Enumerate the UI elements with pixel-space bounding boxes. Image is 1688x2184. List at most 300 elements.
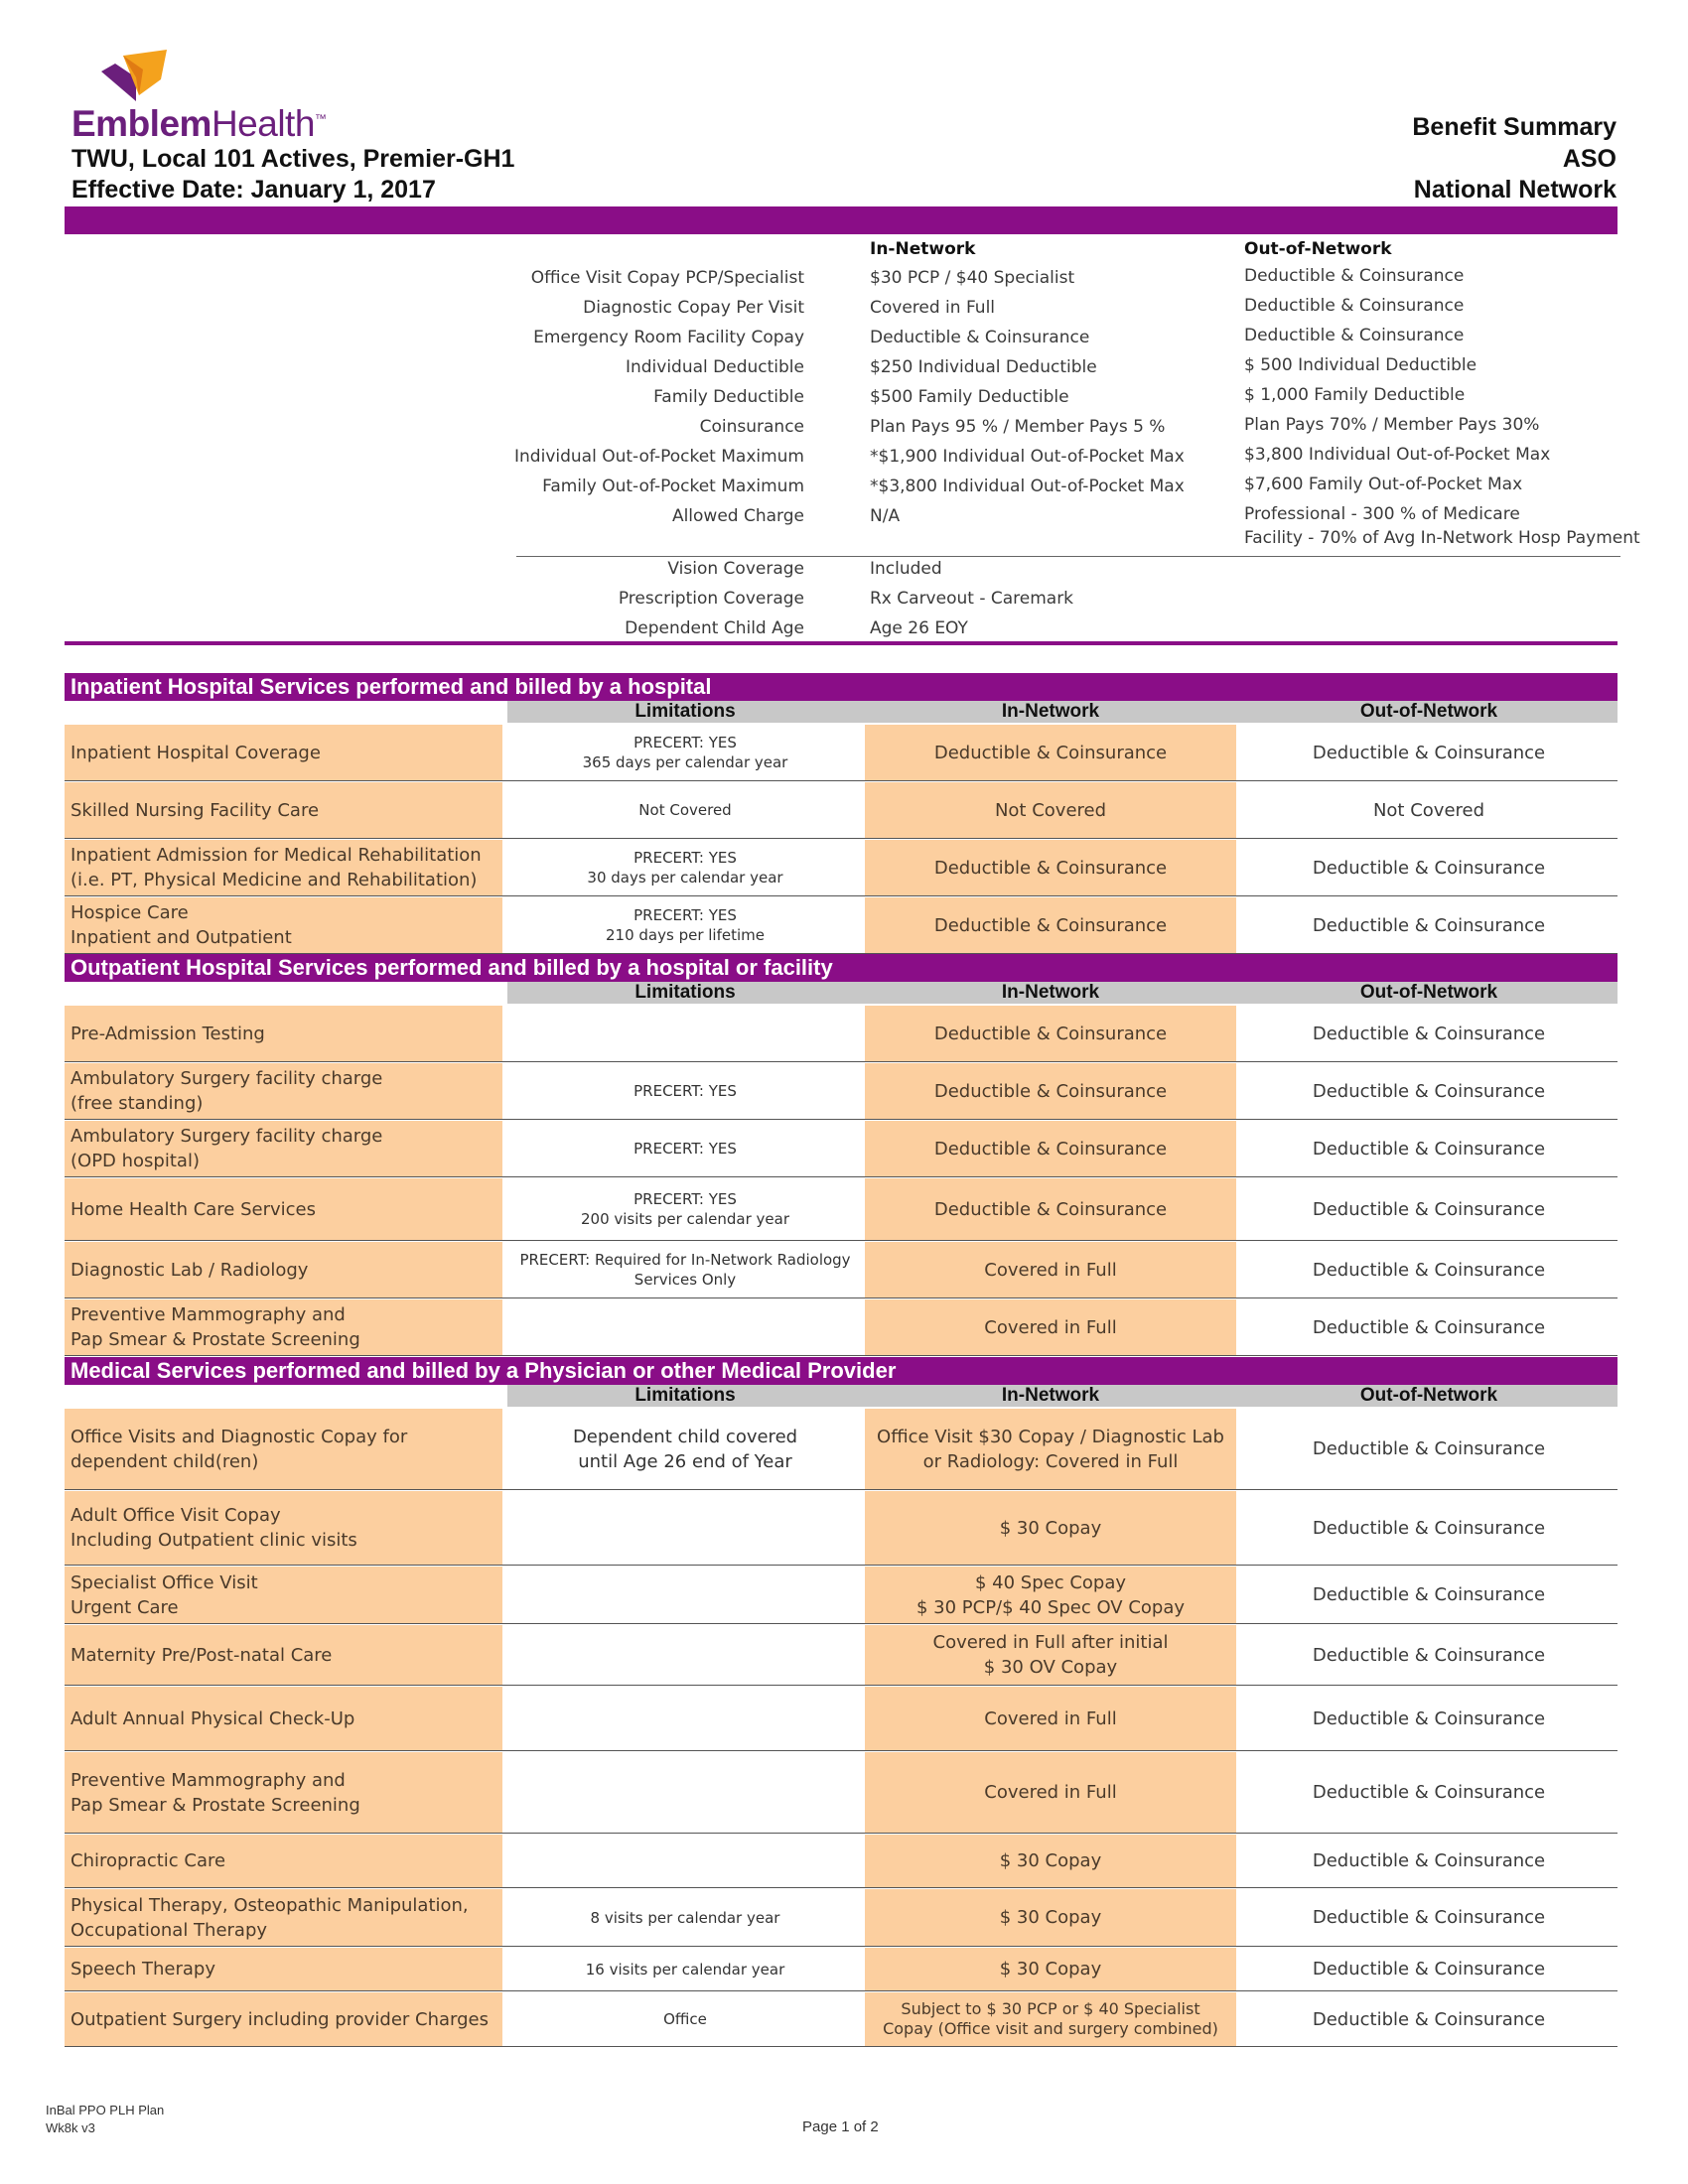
cell-line: $ 30 PCP/$ 40 Spec OV Copay [915,1596,1186,1618]
network-type: National Network [1413,176,1617,204]
service-name [65,1625,502,1685]
service-name [65,1567,502,1623]
out-network-cell: Deductible & Coinsurance [1312,1959,1546,1979]
in-network-cell [865,1063,1236,1119]
summary-in-network: Deductible & Coinsurance [870,328,1090,347]
in-network-cell [865,725,1236,780]
cell-line: PRECERT: YES [633,906,737,924]
in-network-text [934,913,1167,938]
service-text [70,1706,354,1731]
summary-out-network [1244,324,1464,347]
in-network-cell [865,1835,1236,1887]
cell-line: Facility - 70% of Avg In-Network Hosp Payment [1244,528,1640,548]
cell-line: Professional - 300 % of Medicare [1244,504,1520,524]
in-network-cell [865,840,1236,895]
out-network-cell: Deductible & Coinsurance [1312,857,1546,879]
limitations-text [586,1960,785,1979]
header-divider [65,206,1618,234]
summary-label: Dependent Child Age [625,618,804,638]
cell-line: Covered in Full [984,1782,1117,1803]
summary-label: Emergency Room Facility Copay [533,328,804,347]
in-network-cell [865,1006,1236,1061]
in-network-header: In-Network [1001,982,1100,1003]
summary-out-network [1244,264,1464,288]
table-row [65,1491,1618,1566]
cell-line: 30 days per calendar year [587,869,783,887]
cell-line: Not Covered [994,799,1107,821]
out-network-cell: Deductible & Coinsurance [1312,1023,1546,1044]
in-network-text [916,1570,1185,1620]
out-network-cell: Not Covered [1372,799,1485,821]
cell-line: Skilled Nursing Facility Care [70,799,320,821]
service-name [65,1491,502,1565]
service-name [65,897,502,953]
summary-label: Prescription Coverage [618,589,804,609]
in-network-cell [865,1121,1236,1176]
summary-label: Individual Deductible [625,357,804,377]
cell-line: Subject to $ 30 PCP or $ 40 Specialist [901,1999,1200,2018]
service-name [65,1242,502,1297]
cell-line: Not Covered [638,801,732,819]
summary-label: Individual Out-of-Pocket Maximum [514,447,804,467]
cell-line: Covered in Full [984,1259,1117,1281]
table-row [65,1835,1618,1888]
cell-line: $ 1,000 Family Deductible [1244,385,1466,405]
table-row [65,1992,1618,2047]
in-network-cell [865,1299,1236,1355]
cell-line: Including Outpatient clinic visits [70,1530,357,1551]
in-network-text [1000,1905,1102,1930]
in-network-cell [865,1948,1236,1990]
cell-line: Deductible & Coinsurance [1244,296,1465,316]
limitations-header: Limitations [634,982,736,1003]
plan-name: TWU, Local 101 Actives, Premier-GH1 [71,145,515,173]
in-network-cell [865,1625,1236,1685]
in-network-text [934,741,1167,765]
limitations-cell [507,1178,863,1240]
cell-line: until Age 26 end of Year [578,1450,792,1472]
in-network-cell [865,897,1236,953]
summary-out-network [1244,443,1550,467]
service-text [70,1503,357,1553]
service-text [70,2007,489,2032]
cell-line: Pap Smear & Prostate Screening [70,1794,360,1816]
table-row [65,840,1618,896]
cell-line: Ambulatory Surgery facility charge [70,1126,383,1147]
service-name [65,1948,502,1990]
limitations-cell [507,897,863,953]
out-network-cell: Deductible & Coinsurance [1312,1080,1546,1102]
cell-line: $ 500 Individual Deductible [1244,355,1477,375]
cell-line: 8 visits per calendar year [590,1908,780,1927]
summary-out-network [1244,502,1640,550]
cell-line: (free standing) [70,1093,204,1114]
in-network-text [934,1197,1167,1222]
summary-row [0,559,1688,589]
service-text [70,1957,215,1981]
out-network-cell: Deductible & Coinsurance [1312,914,1546,936]
footer-plan: InBal PPO PLH Plan [46,2103,165,2117]
cell-line: Speech Therapy [70,1959,216,1979]
table-row [65,1063,1618,1120]
cell-line: $3,800 Individual Out-of-Pocket Max [1244,445,1551,465]
summary-label: Family Out-of-Pocket Maximum [542,477,804,496]
summary-label: Vision Coverage [667,559,804,579]
table-row [65,1409,1618,1490]
cell-line: Pre-Admission Testing [70,1023,265,1044]
limitations-text [583,733,788,772]
limitations-cell [507,1948,863,1990]
in-network-text [1000,1848,1102,1873]
limitations-text [663,2009,707,2029]
cell-line: PRECERT: YES [633,1140,737,1158]
in-network-cell [865,1687,1236,1750]
limitations-cell [507,1491,863,1565]
summary-in-network: Age 26 EOY [870,618,968,638]
out-network-cell: Deductible & Coinsurance [1312,1316,1546,1338]
limitations-cell [507,1299,863,1355]
out-network-cell: Deductible & Coinsurance [1312,1707,1546,1729]
limitations-text [638,800,731,820]
table-row [65,1752,1618,1834]
service-text [70,798,319,823]
service-text [70,1066,382,1116]
in-network-cell [865,1242,1236,1297]
summary-out-network [1244,353,1477,377]
summary-row [0,589,1688,618]
in-network-cell [865,1567,1236,1623]
service-text [70,1768,360,1818]
cell-line: Specialist Office Visit [70,1571,258,1593]
doc-title: Benefit Summary [1412,113,1617,141]
limitations-cell [507,1625,863,1685]
service-text [70,1425,407,1474]
table-row [65,1121,1618,1177]
service-text [70,843,482,892]
cell-line: PRECERT: Required for In-Network Radiology [519,1251,851,1269]
in-network-cell [865,1491,1236,1565]
out-network-cell: Deductible & Coinsurance [1312,1438,1546,1459]
cell-line: (OPD hospital) [70,1151,200,1171]
in-network-cell [865,1178,1236,1240]
cell-line: Ambulatory Surgery facility charge [70,1068,383,1089]
summary-label: Family Deductible [653,387,804,407]
service-name [65,1687,502,1750]
service-name [65,1063,502,1119]
summary-label: Allowed Charge [671,506,804,526]
summary-in-network: *$1,900 Individual Out-of-Pocket Max [870,447,1185,467]
summary-in-network: $500 Family Deductible [870,387,1069,407]
summary-bottom-line [65,641,1618,645]
service-name [65,1835,502,1887]
out-network-cell: Deductible & Coinsurance [1312,1850,1546,1871]
cell-line: Deductible & Coinsurance [1244,266,1465,286]
out-network-cell: Deductible & Coinsurance [1312,1138,1546,1160]
service-text [70,1570,258,1620]
cell-line: Maternity Pre/Post-natal Care [70,1644,333,1666]
cell-line: Inpatient Admission for Medical Rehabilitation [70,845,482,866]
limitations-cell [507,1063,863,1119]
cell-line: (i.e. PT, Physical Medicine and Rehabilitation) [70,870,478,890]
table-row [65,1299,1618,1356]
cell-line: Diagnostic Lab / Radiology [70,1259,309,1281]
limitations-cell [507,1889,863,1946]
table-row [65,1178,1618,1241]
in-network-text [984,1780,1116,1805]
table-row [65,897,1618,954]
out-network-cell: Deductible & Coinsurance [1312,1782,1546,1803]
cell-line: Covered in Full [984,1316,1117,1338]
service-text [70,1893,469,1943]
summary-in-network: Plan Pays 95 % / Member Pays 5 % [870,417,1166,437]
limitations-text [591,1908,780,1928]
summary-in-network: *$3,800 Individual Out-of-Pocket Max [870,477,1185,496]
cell-line: Preventive Mammography and [70,1304,346,1325]
summary-out-network [1244,383,1465,407]
section-title: Medical Services performed and billed by a Physician or other Medical Provider [65,1357,1618,1385]
section-title: Outpatient Hospital Services performed and billed by a hospital or facility [65,954,1618,982]
table-row [65,1625,1618,1686]
cell-line: Covered in Full [984,1707,1117,1729]
service-name [65,1299,502,1355]
table-row [65,1242,1618,1298]
plan-type: ASO [1562,145,1617,173]
summary-in-network: Covered in Full [870,298,996,318]
cell-line: Inpatient Hospital Coverage [70,742,321,763]
cell-line: Adult Office Visit Copay [70,1505,281,1526]
cell-line: $7,600 Family Out-of-Pocket Max [1244,475,1523,494]
in-network-text [883,1999,1218,2039]
summary-label: Diagnostic Copay Per Visit [583,298,804,318]
page-number: Page 1 of 2 [802,2118,879,2135]
out-network-header: Out-of-Network [1359,1385,1498,1406]
out-network-cell: Deductible & Coinsurance [1312,1259,1546,1281]
cell-line: Deductible & Coinsurance [933,914,1168,936]
cell-line: Office [663,2010,707,2028]
cell-line: PRECERT: YES [633,1082,737,1100]
summary-row [0,504,1688,548]
cell-line: Covered in Full after initial [932,1632,1169,1653]
table-row [65,1889,1618,1947]
in-network-text [984,1315,1116,1340]
out-network-cell: Deductible & Coinsurance [1312,2008,1546,2030]
summary-divider [516,556,1620,557]
summary-in-network: $250 Individual Deductible [870,357,1097,377]
limitations-text [573,1425,797,1474]
in-network-text [995,798,1106,823]
summary-in-network: Included [870,559,942,579]
table-row [65,1567,1618,1624]
out-network-cell: Deductible & Coinsurance [1312,1198,1546,1220]
cell-line: Adult Annual Physical Check-Up [70,1707,355,1729]
in-network-cell [865,1409,1236,1489]
cell-line: Urgent Care [70,1596,179,1618]
service-text [70,1302,360,1352]
cell-line: Dependent child covered [572,1426,798,1447]
cell-line: 210 days per lifetime [606,926,765,944]
cell-line: Inpatient and Outpatient [70,927,292,948]
summary-in-network: Rx Carveout - Caremark [870,589,1074,609]
limitations-cell [507,840,863,895]
cell-line: Services Only [633,1271,737,1289]
in-network-text [1000,1516,1102,1541]
column-headers [65,701,1618,723]
in-network-text [934,1137,1167,1161]
in-network-text [934,1079,1167,1104]
service-text [70,1643,332,1668]
limitations-cell [507,1409,863,1489]
cell-line: or Radiology: Covered in Full [922,1450,1179,1472]
cell-line: Deductible & Coinsurance [933,857,1168,879]
service-name [65,725,502,780]
service-name [65,1121,502,1176]
limitations-cell [507,1242,863,1297]
cell-line: Physical Therapy, Osteopathic Manipulation, [70,1894,469,1916]
limitations-text [633,1139,737,1159]
in-network-text [934,856,1167,881]
in-network-cell [865,1889,1236,1946]
limitations-text [587,848,782,887]
section-title: Inpatient Hospital Services performed and billed by a hospital [65,673,1618,701]
cell-line: Plan Pays 70% / Member Pays 30% [1244,415,1540,435]
service-name [65,1409,502,1489]
in-network-cell [865,782,1236,838]
footer-version: Wk8k v3 [46,2120,95,2135]
limitations-text [606,905,765,945]
cell-line: 365 days per calendar year [582,753,788,771]
service-name [65,840,502,895]
column-headers [65,1385,1618,1407]
service-name [65,782,502,838]
cell-line: $ 40 Spec Copay [974,1571,1127,1593]
limitations-cell [507,1992,863,2046]
in-network-text [877,1425,1224,1474]
emblemhealth-logo-icon [101,50,171,101]
service-text [70,1022,265,1046]
cell-line: Deductible & Coinsurance [1244,326,1465,345]
in-network-header: In-Network [1001,1385,1100,1406]
out-network-header: Out-of-Network [1359,701,1498,722]
out-network-header: Out-of-Network [1359,982,1498,1003]
limitations-text [519,1250,850,1290]
in-network-text [984,1258,1116,1283]
table-row [65,782,1618,839]
cell-line: Preventive Mammography and [70,1769,346,1791]
service-name [65,1992,502,2046]
limitations-header: Limitations [634,1385,736,1406]
cell-line: Outpatient Surgery including provider Charges [70,2008,489,2030]
service-name [65,1006,502,1061]
out-network-cell: Deductible & Coinsurance [1312,1907,1546,1928]
in-network-text [984,1706,1116,1731]
service-name [65,1889,502,1946]
in-network-cell [865,1752,1236,1833]
service-text [70,900,292,950]
cell-line: PRECERT: YES [633,1190,737,1208]
summary-out-network-header: Out-of-Network [1244,239,1392,259]
cell-line: $ 30 Copay [999,1850,1102,1871]
cell-line: $ 30 Copay [999,1517,1102,1539]
summary-in-network: $30 PCP / $40 Specialist [870,268,1075,288]
summary-out-network [1244,294,1464,318]
summary-label: Coinsurance [699,417,804,437]
cell-line: Copay (Office visit and surgery combined) [883,2019,1218,2038]
service-text [70,1848,225,1873]
cell-line: Deductible & Coinsurance [933,1198,1168,1220]
service-text [70,1124,382,1173]
limitations-cell [507,782,863,838]
summary-in-network-header: In-Network [870,239,976,259]
limitations-cell [507,1687,863,1750]
table-row [65,1948,1618,1991]
limitations-cell [507,1567,863,1623]
service-name [65,1178,502,1240]
cell-line: Pap Smear & Prostate Screening [70,1329,360,1350]
limitations-text [633,1081,737,1101]
in-network-cell [865,1992,1236,2046]
cell-line: Deductible & Coinsurance [933,1138,1168,1160]
service-text [70,741,321,765]
limitations-cell [507,1006,863,1061]
cell-line: $ 30 Copay [999,1959,1102,1979]
in-network-text [934,1022,1167,1046]
out-network-cell: Deductible & Coinsurance [1312,1644,1546,1666]
cell-line: Deductible & Coinsurance [933,1023,1168,1044]
table-row [65,1687,1618,1751]
service-name [65,1752,502,1833]
in-network-text [933,1630,1169,1680]
service-text [70,1258,308,1283]
limitations-cell [507,1835,863,1887]
cell-line: PRECERT: YES [633,849,737,867]
summary-label: Office Visit Copay PCP/Specialist [530,268,804,288]
brand-name: EmblemHealth™ [71,103,327,144]
cell-line: Deductible & Coinsurance [933,1080,1168,1102]
cell-line: 16 visits per calendar year [585,1960,785,1979]
limitations-text [581,1189,789,1229]
cell-line: PRECERT: YES [633,734,737,751]
cell-line: $ 30 OV Copay [983,1657,1118,1678]
cell-line: Office Visit $30 Copay / Diagnostic Lab [877,1426,1224,1447]
limitations-cell [507,1752,863,1833]
cell-line: Hospice Care [70,902,189,923]
out-network-cell: Deductible & Coinsurance [1312,742,1546,763]
summary-in-network: N/A [870,506,901,526]
limitations-header: Limitations [634,701,736,722]
summary-out-network [1244,473,1522,496]
cell-line: $ 30 Copay [999,1907,1102,1928]
out-network-cell: Deductible & Coinsurance [1312,1517,1546,1539]
cell-line: Chiropractic Care [70,1850,226,1871]
limitations-cell [507,725,863,780]
out-network-cell: Deductible & Coinsurance [1312,1584,1546,1605]
table-row [65,725,1618,781]
column-headers [65,982,1618,1004]
cell-line: 200 visits per calendar year [580,1210,790,1228]
limitations-cell [507,1121,863,1176]
cell-line: dependent child(ren) [70,1450,259,1472]
cell-line: Occupational Therapy [70,1919,268,1941]
table-row [65,1006,1618,1062]
cell-line: Deductible & Coinsurance [933,742,1168,763]
cell-line: Home Health Care Services [70,1198,317,1220]
summary-out-network [1244,413,1539,437]
effective-date: Effective Date: January 1, 2017 [71,176,436,204]
cell-line: Office Visits and Diagnostic Copay for [70,1426,408,1447]
service-text [70,1197,316,1222]
in-network-header: In-Network [1001,701,1100,722]
in-network-text [1000,1957,1102,1981]
